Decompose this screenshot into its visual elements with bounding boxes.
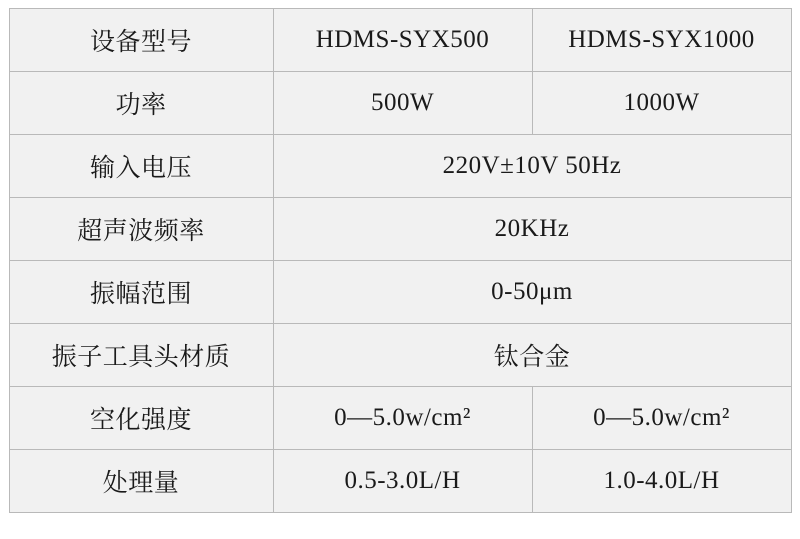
- row-label: 输入电压: [9, 135, 273, 198]
- table-body: [9, 9, 791, 513]
- table-row: [9, 324, 791, 387]
- table-row: [9, 198, 791, 261]
- row-value-throughput-500: 0.5-3.0L/H: [273, 450, 532, 513]
- table-row: [9, 72, 791, 135]
- table-row: [9, 9, 791, 72]
- row-value-model-1000: HDMS-SYX1000: [532, 9, 791, 72]
- table-row: [9, 135, 791, 198]
- row-label: 设备型号: [9, 9, 273, 72]
- table-row: [9, 387, 791, 450]
- table-row: [9, 450, 791, 513]
- row-value-power-500: 500W: [273, 72, 532, 135]
- row-value-model-500: HDMS-SYX500: [273, 9, 532, 72]
- row-value-frequency: 20KHz: [273, 198, 791, 261]
- row-label: 功率: [9, 72, 273, 135]
- row-value-throughput-1000: 1.0-4.0L/H: [532, 450, 791, 513]
- row-value-input-voltage: 220V±10V 50Hz: [273, 135, 791, 198]
- row-label: 振子工具头材质: [9, 324, 273, 387]
- row-label: 超声波频率: [9, 198, 273, 261]
- row-value-power-1000: 1000W: [532, 72, 791, 135]
- specification-table: [9, 8, 792, 513]
- row-value-cavitation-500: 0—5.0w/cm²: [273, 387, 532, 450]
- row-label: 处理量: [9, 450, 273, 513]
- row-value-tool-material: 钛合金: [273, 324, 791, 387]
- row-label: 振幅范围: [9, 261, 273, 324]
- row-value-cavitation-1000: 0—5.0w/cm²: [532, 387, 791, 450]
- row-value-amplitude: 0-50μm: [273, 261, 791, 324]
- table-row: [9, 261, 791, 324]
- row-label: 空化强度: [9, 387, 273, 450]
